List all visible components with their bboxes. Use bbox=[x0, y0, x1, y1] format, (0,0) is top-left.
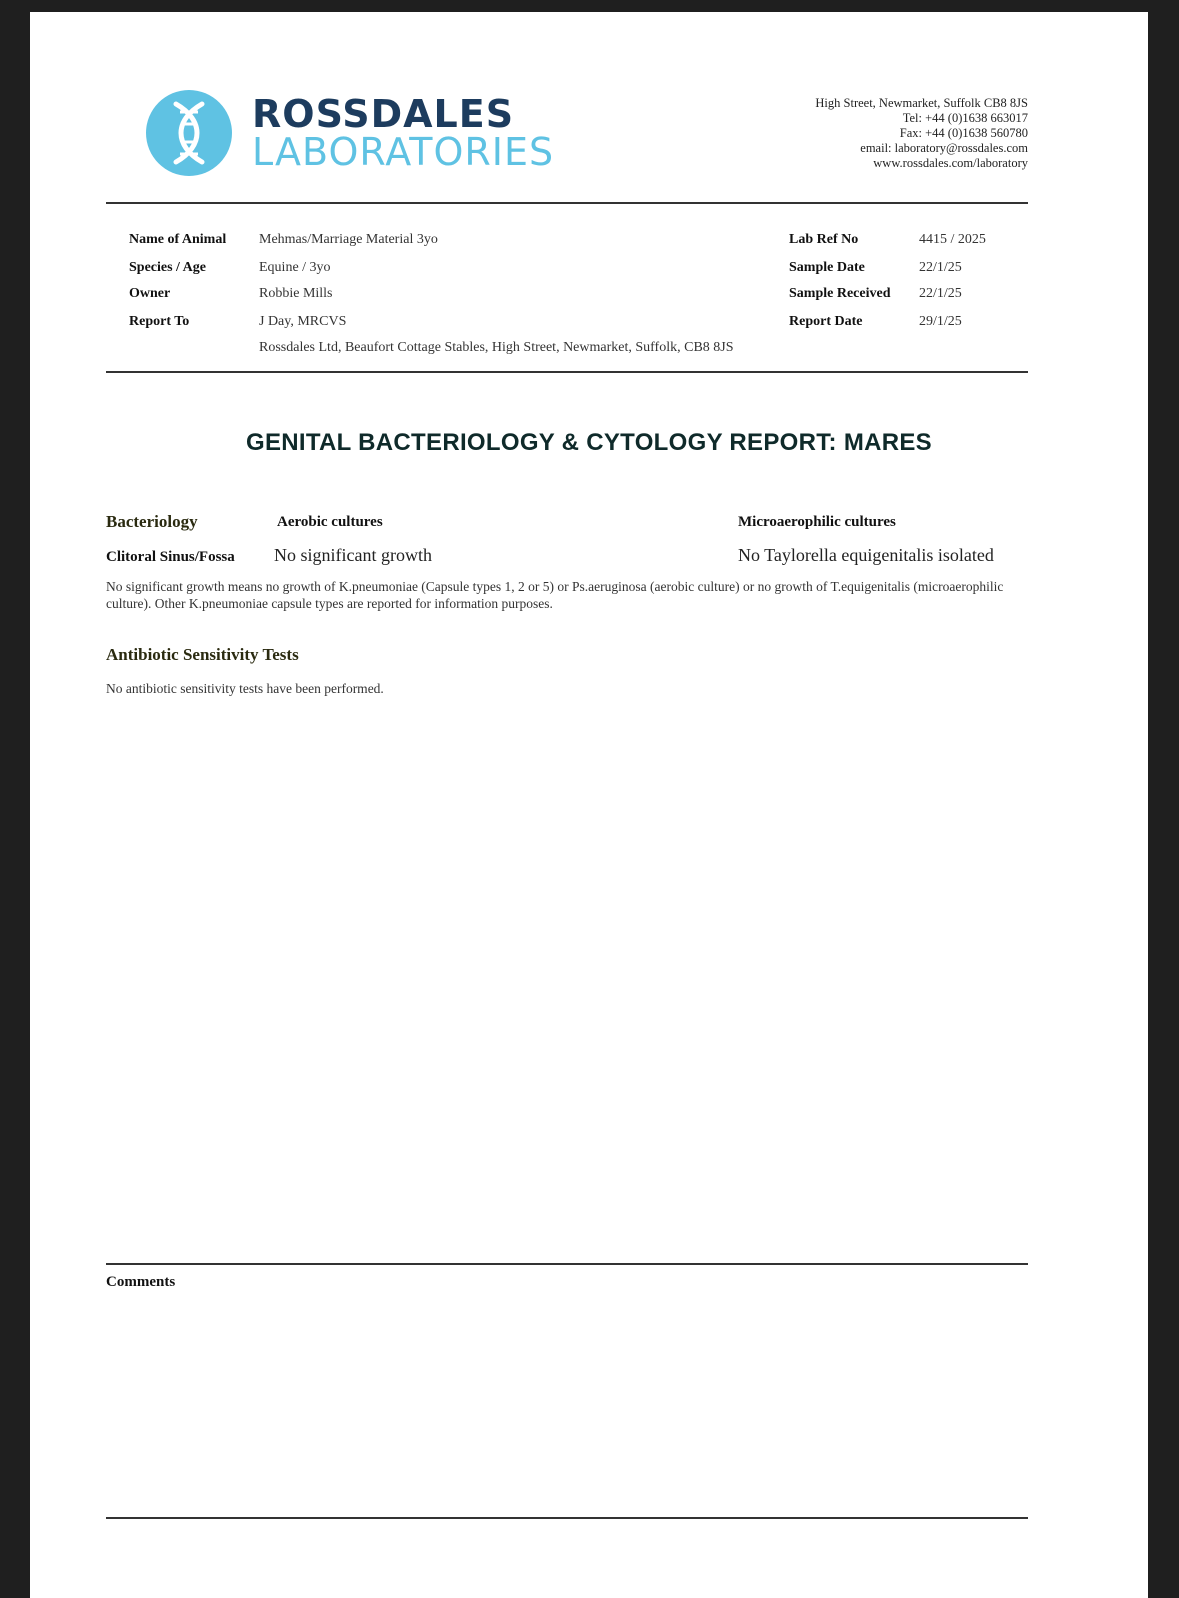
name-of-animal-label: Name of Animal bbox=[129, 232, 227, 247]
report-to-address: Rossdales Ltd, Beaufort Cottage Stables, High Street, Newmarket, Suffolk, CB8 8JS bbox=[259, 340, 734, 355]
antibiotic-text: No antibiotic sensitivity tests have been performed. bbox=[106, 681, 384, 696]
address-email: email: laboratory@rossdales.com bbox=[860, 141, 1028, 155]
dna-helix-icon bbox=[146, 90, 232, 176]
brand-name-bottom: LABORATORIES bbox=[252, 130, 555, 174]
sample-date-value: 22/1/25 bbox=[919, 260, 962, 275]
report-to-label: Report To bbox=[129, 314, 190, 329]
dna-helix-graphic bbox=[146, 90, 232, 176]
bacteriology-heading: Bacteriology bbox=[106, 512, 198, 531]
comments-heading: Comments bbox=[106, 1274, 176, 1290]
aerobic-cultures-heading: Aerobic cultures bbox=[277, 514, 383, 530]
name-of-animal-value: Mehmas/Marriage Material 3yo bbox=[259, 232, 438, 247]
antibiotic-heading: Antibiotic Sensitivity Tests bbox=[106, 645, 299, 664]
divider bbox=[106, 1263, 1028, 1265]
sample-date-label: Sample Date bbox=[789, 260, 865, 275]
species-age-value: Equine / 3yo bbox=[259, 260, 331, 275]
species-age-label: Species / Age bbox=[129, 260, 206, 275]
microaerophilic-result: No Taylorella equigenitalis isolated bbox=[738, 545, 994, 565]
address-line: High Street, Newmarket, Suffolk CB8 8JS bbox=[815, 96, 1028, 110]
owner-label: Owner bbox=[129, 286, 171, 301]
address-fax: Fax: +44 (0)1638 560780 bbox=[899, 126, 1028, 140]
sample-received-value: 22/1/25 bbox=[919, 286, 962, 301]
owner-value: Robbie Mills bbox=[259, 286, 333, 301]
aerobic-result: No significant growth bbox=[274, 545, 432, 565]
report-to-value: J Day, MRCVS bbox=[259, 314, 347, 329]
report-date-value: 29/1/25 bbox=[919, 314, 962, 329]
address-tel: Tel: +44 (0)1638 663017 bbox=[902, 111, 1028, 125]
lab-ref-label: Lab Ref No bbox=[789, 232, 859, 247]
report-page bbox=[30, 12, 1148, 1598]
lab-ref-value: 4415 / 2025 bbox=[919, 232, 986, 247]
brand-name-top: ROSSDALES bbox=[252, 92, 515, 136]
report-title: GENITAL BACTERIOLOGY & CYTOLOGY REPORT: MARES bbox=[245, 429, 932, 456]
sample-received-label: Sample Received bbox=[789, 286, 891, 301]
growth-note: No significant growth means no growth of K.pneumoniae (Capsule types 1, 2 or 5) or Ps.aeruginosa (aerobic culture) or no growth of T.equigenitalis (microaerophilic culture). Other K.pneumoniae capsule types are reported for information purposes. bbox=[106, 579, 1004, 611]
divider bbox=[106, 202, 1028, 204]
microaerophilic-cultures-heading: Microaerophilic cultures bbox=[738, 514, 896, 530]
sample-site-label: Clitoral Sinus/Fossa bbox=[106, 549, 235, 565]
divider bbox=[106, 371, 1028, 373]
lab-address bbox=[815, 96, 1028, 171]
report-date-label: Report Date bbox=[789, 314, 863, 329]
address-web: www.rossdales.com/laboratory bbox=[873, 156, 1028, 170]
divider bbox=[106, 1517, 1028, 1519]
